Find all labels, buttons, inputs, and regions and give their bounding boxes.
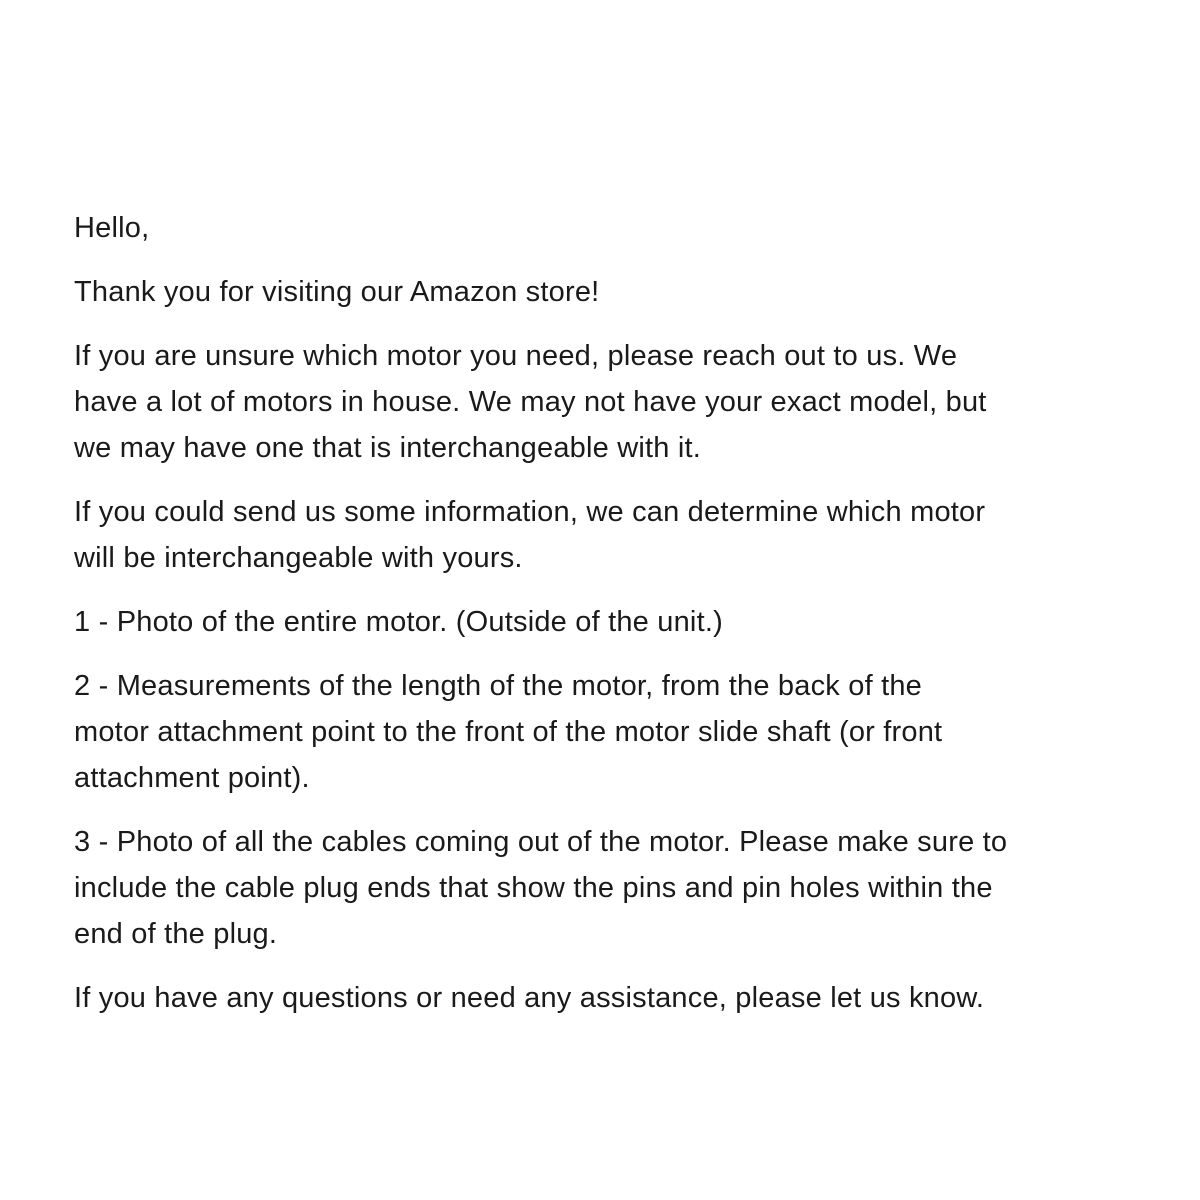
list-item-3-line: end of the plug.	[74, 918, 278, 950]
list-item-2-line: 2 - Measurements of the length of the motor, from the back of the	[74, 670, 922, 702]
list-item-3	[74, 819, 1134, 957]
unsure-line: have a lot of motors in house. We may not have your exact model, but	[74, 386, 987, 418]
closing-text: If you have any questions or need any assistance, please let us know.	[74, 982, 985, 1014]
unsure-paragraph	[74, 333, 1134, 471]
list-item-3-line: include the cable plug ends that show the pins and pin holes within the	[74, 872, 993, 904]
list-item-1-line: 1 - Photo of the entire motor. (Outside of the unit.)	[74, 606, 723, 638]
greeting-paragraph	[74, 205, 1134, 251]
list-item-2	[74, 663, 1134, 801]
list-item-1	[74, 599, 1134, 645]
letter-body	[74, 205, 1134, 1039]
unsure-line: we may have one that is interchangeable with it.	[74, 432, 702, 464]
info-line: If you could send us some information, we can determine which motor	[74, 496, 986, 528]
list-item-2-line: attachment point).	[74, 762, 310, 794]
closing-paragraph	[74, 975, 1134, 1021]
thanks-paragraph	[74, 269, 1134, 315]
greeting-text: Hello,	[74, 212, 150, 244]
info-paragraph	[74, 489, 1134, 581]
thanks-text: Thank you for visiting our Amazon store!	[74, 276, 600, 308]
list-item-2-line: motor attachment point to the front of the motor slide shaft (or front	[74, 716, 943, 748]
info-line: will be interchangeable with yours.	[74, 542, 523, 574]
list-item-3-line: 3 - Photo of all the cables coming out of the motor. Please make sure to	[74, 826, 1008, 858]
unsure-line: If you are unsure which motor you need, please reach out to us. We	[74, 340, 958, 372]
